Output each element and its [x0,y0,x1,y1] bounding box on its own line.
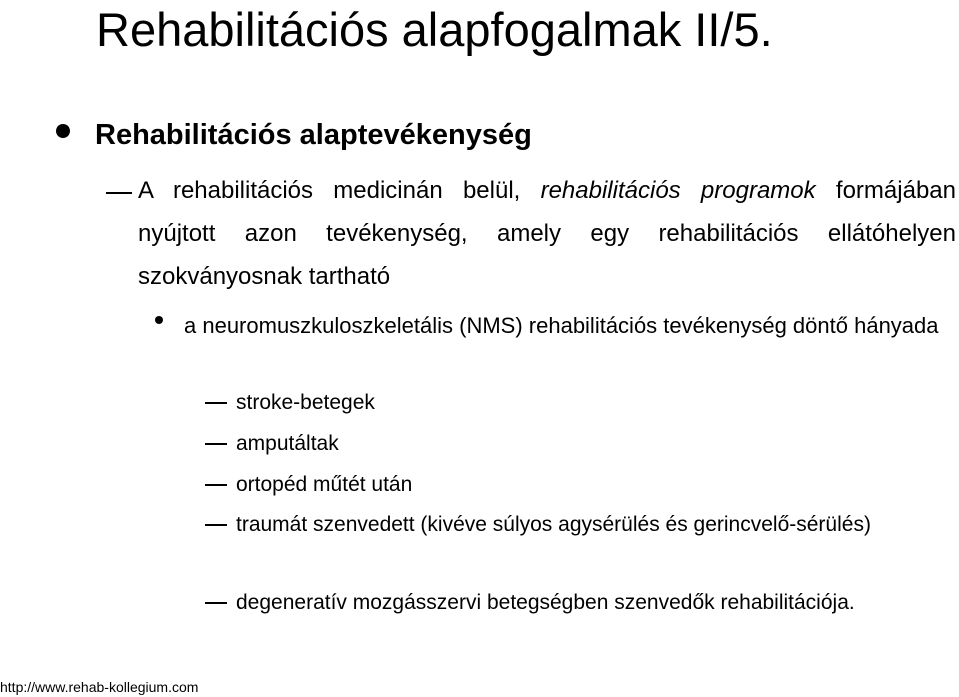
dash-icon [205,484,227,486]
level4-item-ortoped: ortopéd műtét után [236,473,413,496]
level2-text-before: A rehabilitációs medicinán belül, [138,177,541,204]
level4-item-degenerativ: degeneratív mozgásszervi betegségben szenvedők rehabilitációja. [236,591,855,614]
dash-icon [106,192,132,194]
bullet-dot-icon [155,316,163,324]
level4-item-amputaltak: amputáltak [236,432,339,455]
level3-paragraph: a neuromuszkuloszkeletális (NMS) rehabilitációs tevékenység döntő hányada [184,313,939,338]
level2-text-italic: rehabilitációs programok [540,177,816,204]
level4-item-stroke: stroke-betegek [236,391,375,414]
level2-text-after: formájában nyújtott azon tevékenység, amely egy rehabilitációs ellátóhelyen szokványosnak tartható [138,177,956,290]
level1-heading: Rehabilitációs alaptevékenység [95,119,532,151]
level2-paragraph [138,169,956,298]
dash-icon [205,443,227,445]
level4-item-trauma: traumát szenvedett (kivéve súlyos agysérülés és gerincvelő-sérülés) [236,513,871,536]
dash-icon [205,602,227,604]
slide-title: Rehabilitációs alapfogalmak II/5. [96,3,773,56]
footer-url: http://www.rehab-kollegium.com [0,679,199,695]
dash-icon [205,402,227,404]
dash-icon [205,524,227,526]
bullet-dot-icon [56,124,70,138]
